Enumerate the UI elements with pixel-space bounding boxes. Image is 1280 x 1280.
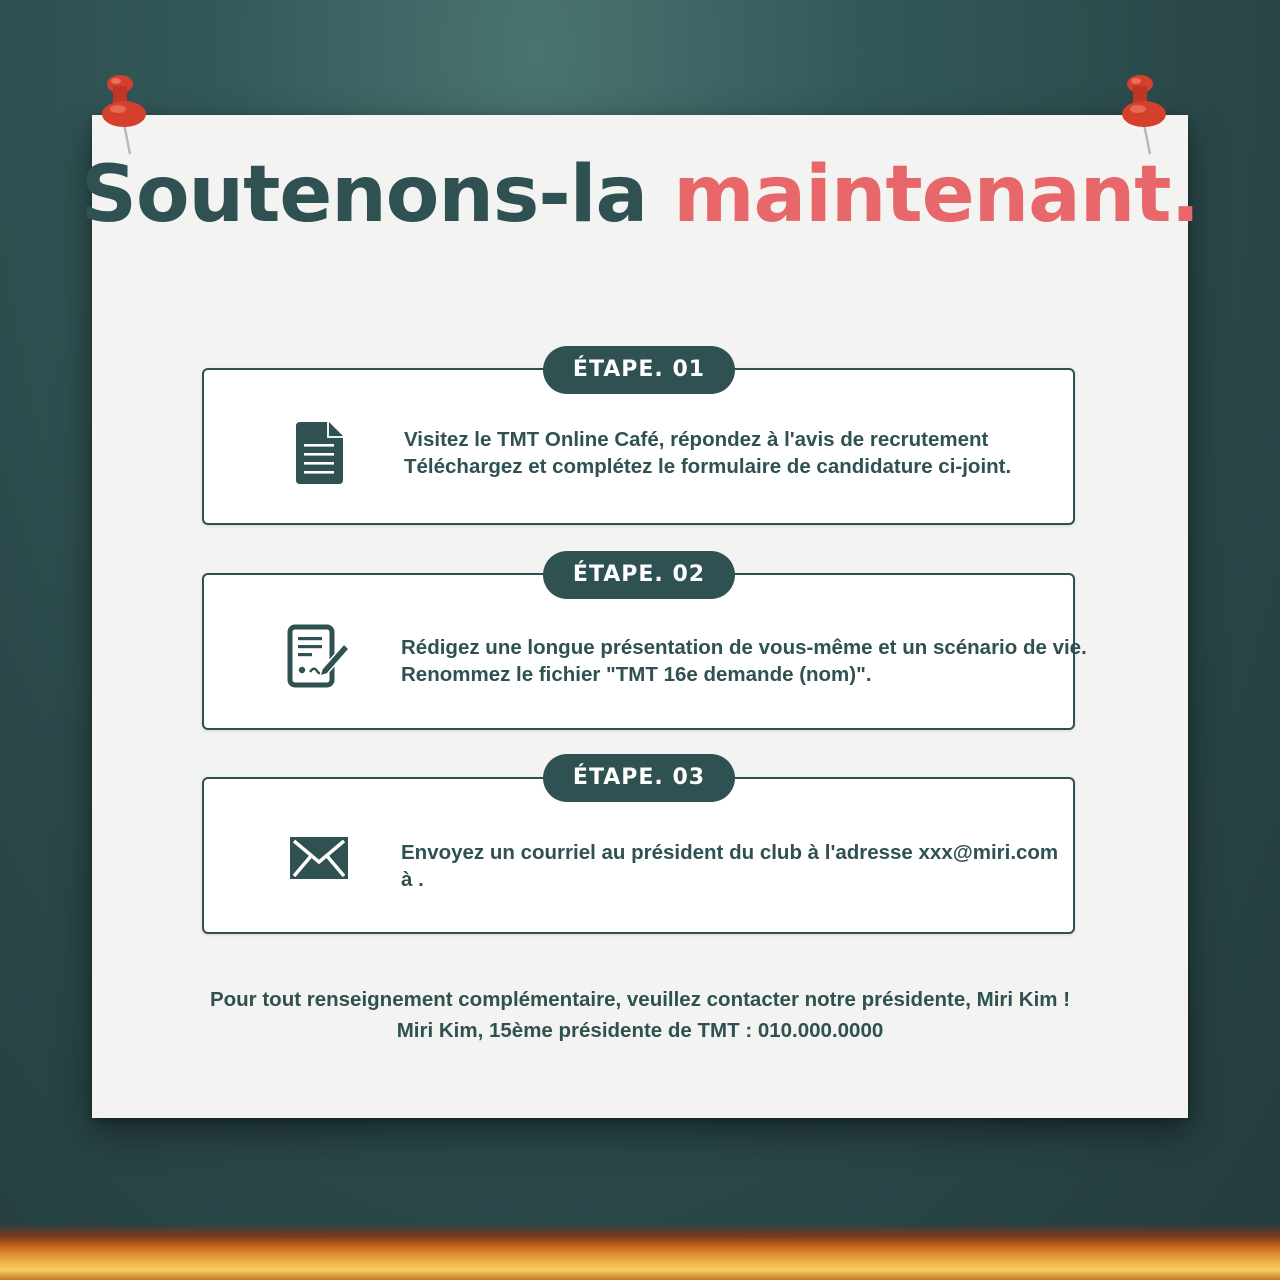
step-2-line-1: Rédigez une longue présentation de vous-même et un scénario de vie. xyxy=(401,636,1087,659)
footer-line-2: Miri Kim, 15ème présidente de TMT : 010.000.0000 xyxy=(396,1019,884,1042)
step-1-line-1: Visitez le TMT Online Café, répondez à l'avis de recrutement xyxy=(404,428,989,451)
step-description-2 xyxy=(401,634,1087,688)
step-label-2: ÉTAPE. 02 xyxy=(543,551,735,599)
step-label-3: ÉTAPE. 03 xyxy=(543,754,735,802)
envelope-icon xyxy=(288,835,350,881)
signed-document-icon xyxy=(286,624,352,690)
contact-footer xyxy=(0,984,1280,1046)
title-part-primary: Soutenons-la xyxy=(80,150,674,240)
step-2-line-2: Renommez le fichier "TMT 16e demande (nom)". xyxy=(401,663,872,686)
step-description-3 xyxy=(401,839,1058,893)
pushpin-icon xyxy=(1114,72,1174,158)
title-part-accent: maintenant. xyxy=(673,150,1200,240)
step-3-line-1: Envoyez un courriel au président du club à l'adresse xxx@miri.com xyxy=(401,841,1059,864)
step-3-line-2: à . xyxy=(401,868,424,891)
step-label-1: ÉTAPE. 01 xyxy=(543,346,735,394)
footer-line-1: Pour tout renseignement complémentaire, veuillez contacter notre présidente, Miri Kim ! xyxy=(209,988,1071,1011)
wooden-floor-strip xyxy=(0,1224,1280,1280)
step-description-1 xyxy=(404,426,1011,480)
page-title xyxy=(0,150,1280,240)
document-icon xyxy=(293,420,345,486)
step-1-line-2: Téléchargez et complétez le formulaire de candidature ci-joint. xyxy=(404,455,1012,478)
pushpin-icon xyxy=(94,72,154,158)
